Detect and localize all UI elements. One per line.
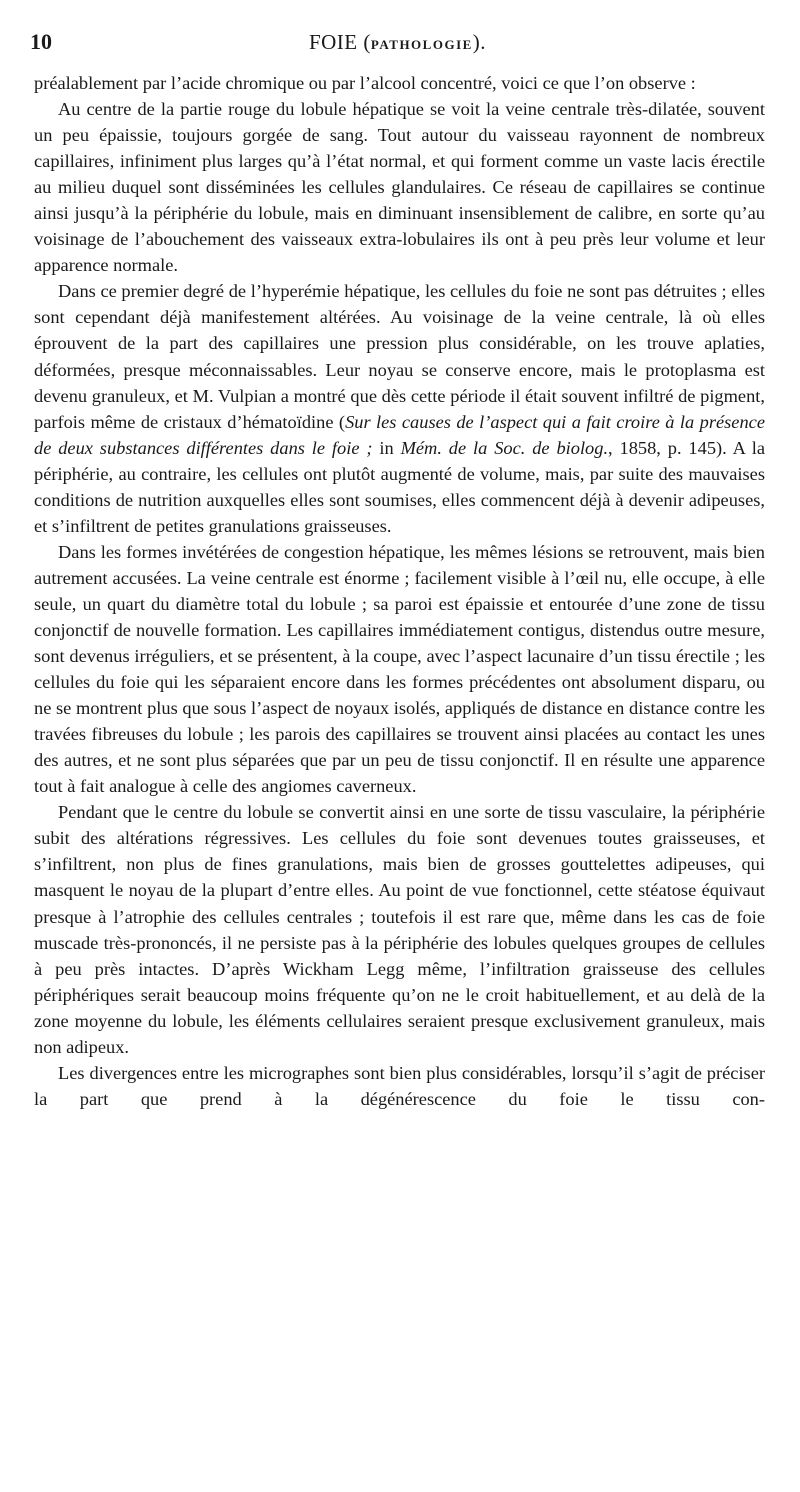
paragraph-6: Les divergences entre les micrographes sont bien plus considérables, lorsqu’il s’agit de préciser la part que prend à la dégénérescence du foie le tissu con- [34,1062,765,1109]
running-title-subtitle: PATHOLOGIE [370,37,473,52]
running-title [30,28,765,59]
paragraph-1: préalablement par l’acide chromique ou par l’alcool concentré, voici ce que l’on observe : [34,73,696,93]
paragraph-3-text-after-citation: , 1858, p. 145). A la périphérie, au contraire, les cellules ont plutôt augmenté de volume, mais, par suite des mauvaises conditions de nutrition auxquelles elles sont soumises, elles commencent déjà à devenir adipeuses, et s’infiltrent de petites granulations graisseuses. [34,437,765,536]
citation-title: Sur les causes de l’aspect qui a fait croire à la présence de deux substances différentes dans le foie ; [34,411,765,458]
paragraph-4: Dans les formes invétérées de congestion hépatique, les mêmes lésions se retrouvent, mais bien autrement accusées. La veine centrale est énorme ; facilement visible à l’œil nu, elle occupe, à elle seule, un quart du diamètre total du lobule ; sa paroi est épaissie et entourée d’une zone de tissu conjonctif de nouvelle formation. Les capillaires immédiatement contigus, distendus outre mesure, sont devenus irréguliers, et se présentent, à la coupe, avec l’aspect lacunaire d’un tissu érectile ; les cellules du foie qui les séparaient encore dans les formes précédentes ont absolument disparu, ou ne se montrent plus que sous l’aspect de noyaux isolés, appliqués de distance en distance contre les travées fibreuses du lobule ; les parois des capillaires se trouvent ainsi placées au contact les unes des autres, et ne sont plus séparées que par un peu de tissu conjonctif. Il en résulte une apparence tout à fait analogue à celle des angiomes caverneux. [34,541,765,797]
page-number: 10 [30,29,52,54]
running-title-paren-close: ). [472,30,487,54]
citation-journal: Mém. de la Soc. de biolog. [400,437,609,458]
paragraph-5: Pendant que le centre du lobule se convertit ainsi en une sorte de tissu vasculaire, la périphérie subit des altérations régressives. Les cellules du foie sont devenues toutes graisseuses, et s’infiltrent, non plus de fines granulations, mais bien de grosses gouttelettes adipeuses, qui masquent le noyau de la plupart d’entre elles. Au point de vue fonctionnel, cette stéatose équivaut presque à l’atrophie des cellules centrales ; toutefois il est rare que, même dans les cas de foie muscade très-prononcés, il ne persiste pas à la périphérie des lobules quelques groupes de cellules à peu près intactes. D’après Wickham Legg même, l’infiltration graisseuse des cellules périphériques serait beaucoup moins fréquente qu’on ne le croit habituellement, et au delà de la zone moyenne du lobule, les éléments cellulaires seraient presque exclusivement granuleux, mais non adipeux. [34,802,765,1057]
body-text [34,70,765,1112]
page-header [30,28,765,58]
paragraph-3 [34,278,765,538]
paragraph-3-text-before-citation: Dans ce premier degré de l’hyperémie hépatique, les cellules du foie ne sont pas détruites ; elles sont cependant déjà manifestement altérées. Au voisinage de la veine centrale, là où elles éprouvent de la part des capillaires une pression plus considérable, on les trouve aplaties, déformées, presque méconnaissables. Leur noyau se conserve encore, mais le protoplasma est devenu granuleux, et M. Vulpian a montré que dès cette période il était souvent infiltré de pigment, parfois même de cristaux d’hématoïdine ( [34,281,765,432]
running-title-main: FOIE [308,30,358,54]
paragraph-2: Au centre de la partie rouge du lobule hépatique se voit la veine centrale très-dilatée, souvent un peu épaissie, toujours gorgée de sang. Tout autour du vaisseau rayonnent de nombreux capillaires, infiniment plus larges qu’à l’état normal, et qui forment comme un vaste lacis érectile au milieu duquel sont disséminées les cellules glandulaires. Ce réseau de capillaires se continue ainsi jusqu’à la périphérie du lobule, mais en diminuant insensiblement de calibre, en sorte qu’au voisinage de l’abouchement des vaisseaux extra-lobulaires ils ont à peu près leur volume et leur apparence normale. [34,99,765,276]
running-title-paren-open: ( [357,30,371,54]
citation-in: in [372,437,401,458]
